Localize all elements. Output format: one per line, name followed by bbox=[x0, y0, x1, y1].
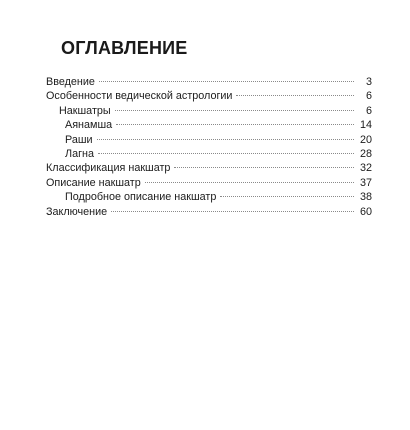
toc-entry-page: 37 bbox=[359, 176, 372, 189]
toc-entry-description[interactable] bbox=[46, 176, 372, 190]
toc-entry-page: 20 bbox=[359, 133, 372, 146]
toc-entry-page: 32 bbox=[359, 162, 372, 175]
toc-entry-nakshatras[interactable] bbox=[46, 104, 372, 118]
toc-entry-label: Классификация накшатр bbox=[46, 162, 171, 175]
toc-entry-lagna[interactable] bbox=[46, 147, 372, 161]
toc-entry-classification[interactable] bbox=[46, 161, 372, 175]
toc-leader-dots bbox=[115, 110, 354, 111]
toc-entry-label: Лагна bbox=[65, 147, 94, 160]
toc-entry-label: Накшатры bbox=[59, 104, 111, 117]
toc-leader-dots bbox=[111, 211, 354, 212]
toc-entry-page: 6 bbox=[365, 104, 372, 117]
toc-leader-dots bbox=[220, 196, 354, 197]
toc-entry-label: Раши bbox=[65, 133, 93, 146]
toc-leader-dots bbox=[98, 153, 354, 154]
table-of-contents bbox=[46, 75, 372, 219]
toc-leader-dots bbox=[145, 182, 354, 183]
toc-entry-page: 28 bbox=[359, 147, 372, 160]
toc-entry-label: Подробное описание накшатр bbox=[65, 191, 217, 204]
toc-entry-conclusion[interactable] bbox=[46, 205, 372, 219]
toc-entry-label: Введение bbox=[46, 76, 95, 88]
toc-entry-label: Заключение bbox=[46, 205, 108, 218]
toc-entry-page: 14 bbox=[359, 119, 372, 132]
toc-leader-dots bbox=[236, 95, 354, 96]
toc-leader-dots bbox=[97, 139, 354, 140]
toc-entry-page: 60 bbox=[359, 205, 372, 218]
toc-entry-introduction[interactable] bbox=[46, 75, 372, 89]
toc-leader-dots bbox=[116, 124, 354, 125]
toc-entry-label: Аянамша bbox=[65, 119, 113, 132]
toc-leader-dots bbox=[174, 167, 354, 168]
toc-entry-page: 3 bbox=[365, 76, 372, 88]
toc-entry-page: 38 bbox=[359, 191, 372, 204]
toc-entry-label: Особенности ведической астрологии bbox=[46, 90, 233, 103]
toc-entry-detailed-description[interactable] bbox=[46, 190, 372, 204]
toc-entry-page: 6 bbox=[365, 90, 372, 103]
toc-entry-rashi[interactable] bbox=[46, 133, 372, 147]
toc-entry-ayanamsha[interactable] bbox=[46, 118, 372, 132]
toc-leader-dots bbox=[99, 81, 354, 82]
toc-entry-vedic-features[interactable] bbox=[46, 89, 372, 103]
toc-entry-label: Описание накшатр bbox=[46, 176, 141, 189]
page-title: ОГЛАВЛЕНИЕ bbox=[61, 38, 188, 58]
